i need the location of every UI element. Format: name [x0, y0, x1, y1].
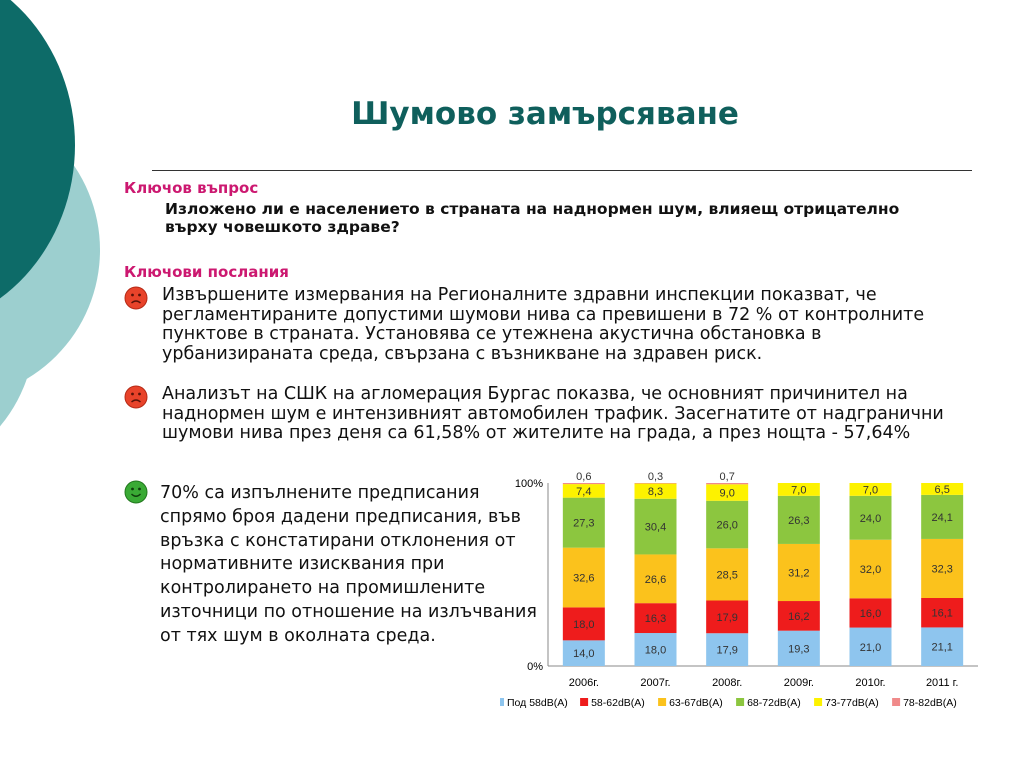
data-label: 0,6	[576, 471, 592, 483]
message-3: 70% са изпълнените предписания спрямо броя дадени предписания, във връзка с констатирани отклонения от нормативните изисквания при контролирането на промишлените източници по отношение на излъчвания от тях шум в околната среда.	[160, 483, 537, 646]
legend-swatch	[892, 698, 900, 706]
data-label: 14,0	[573, 648, 595, 661]
data-label: 26,3	[788, 514, 810, 527]
data-label: 7,4	[576, 485, 592, 498]
data-label: 16,1	[931, 607, 953, 620]
data-label: 32,3	[931, 563, 953, 576]
data-label: 18,0	[644, 644, 667, 657]
legend-swatch	[500, 698, 504, 706]
bar-segment	[635, 483, 677, 484]
bar-segment	[706, 483, 748, 484]
happy-face-icon	[124, 480, 148, 504]
data-label: 32,6	[573, 572, 595, 585]
message-1: Извършените измервания на Регионалните здравни инспекции показват, че регламентираните допустими шумови нива са превишени в 72 % от контролните пунктове в страната. Установява се утежнена акустична обстановка в урбанизираната среда, свързана с възникване на здравен риск.	[162, 285, 925, 364]
x-tick-label: 2010г.	[855, 677, 886, 689]
data-label: 17,9	[716, 644, 738, 657]
stacked-bar-chart	[500, 470, 1000, 720]
legend-swatch	[658, 698, 666, 706]
key-question-text: Изложено ли е населението в страната на наднормен шум, влияещ отрицателно върху човешкото здраве?	[165, 200, 900, 236]
data-label: 19,3	[788, 643, 810, 656]
key-messages-heading: Ключови послания	[124, 263, 289, 281]
legend-entry: 78-82dB(A)	[903, 697, 957, 709]
data-label: 16,3	[644, 613, 667, 626]
slide-title: Шумово замърсяване	[351, 96, 739, 132]
message-2: Анализът на СШК на агломерация Бургас показва, че основният причинител на наднормен шум е интензивният автомобилен трафик. Засегнатите от надгранични шумови нива през деня са 61,58% от жителите на града, а през нощта - 57,64%	[162, 384, 944, 443]
data-label: 21,0	[859, 641, 882, 654]
data-label: 28,5	[716, 569, 738, 582]
data-label: 6,5	[934, 483, 950, 496]
data-label: 24,1	[931, 511, 953, 524]
x-tick-label: 2006г.	[568, 677, 599, 689]
sad-face-icon	[124, 385, 148, 409]
x-tick-label: 2011 г.	[925, 677, 959, 689]
data-label: 21,1	[931, 641, 953, 654]
data-label: 17,9	[716, 611, 738, 624]
sad-face-icon	[124, 286, 148, 310]
data-label: 7,0	[862, 484, 879, 497]
data-label: 26,6	[644, 573, 667, 586]
title-divider	[152, 170, 972, 171]
legend-entry: Под 58dB(A)	[507, 697, 568, 709]
data-label: 18,0	[573, 618, 595, 631]
data-label: 8,3	[647, 486, 664, 499]
data-label: 24,0	[859, 512, 882, 525]
data-label: 0,7	[719, 471, 735, 483]
x-tick-label: 2008г.	[712, 677, 743, 689]
data-label: 32,0	[859, 564, 882, 577]
data-label: 9,0	[719, 487, 735, 500]
data-label: 16,2	[788, 610, 810, 623]
legend-entry: 68-72dB(A)	[747, 697, 801, 709]
noise-levels-chart	[500, 470, 1000, 720]
data-label: 0,3	[647, 471, 664, 483]
key-question-heading: Ключов въпрос	[124, 179, 259, 197]
data-label: 27,3	[573, 517, 595, 530]
legend-entry: 73-77dB(A)	[825, 697, 879, 709]
data-label: 31,2	[788, 567, 810, 580]
legend-entry: 58-62dB(A)	[591, 697, 645, 709]
x-tick-label: 2007г.	[640, 677, 671, 689]
y-tick-label: 100%	[514, 478, 543, 490]
data-label: 30,4	[644, 521, 667, 534]
legend-swatch	[814, 698, 822, 706]
x-tick-label: 2009г.	[783, 677, 814, 689]
legend-swatch	[580, 698, 588, 706]
bar-segment	[563, 483, 605, 484]
legend-entry: 63-67dB(A)	[669, 697, 723, 709]
legend-swatch	[736, 698, 744, 706]
y-tick-label: 0%	[527, 661, 543, 673]
data-label: 26,0	[716, 519, 738, 532]
data-label: 7,0	[791, 484, 807, 497]
data-label: 16,0	[859, 607, 882, 620]
